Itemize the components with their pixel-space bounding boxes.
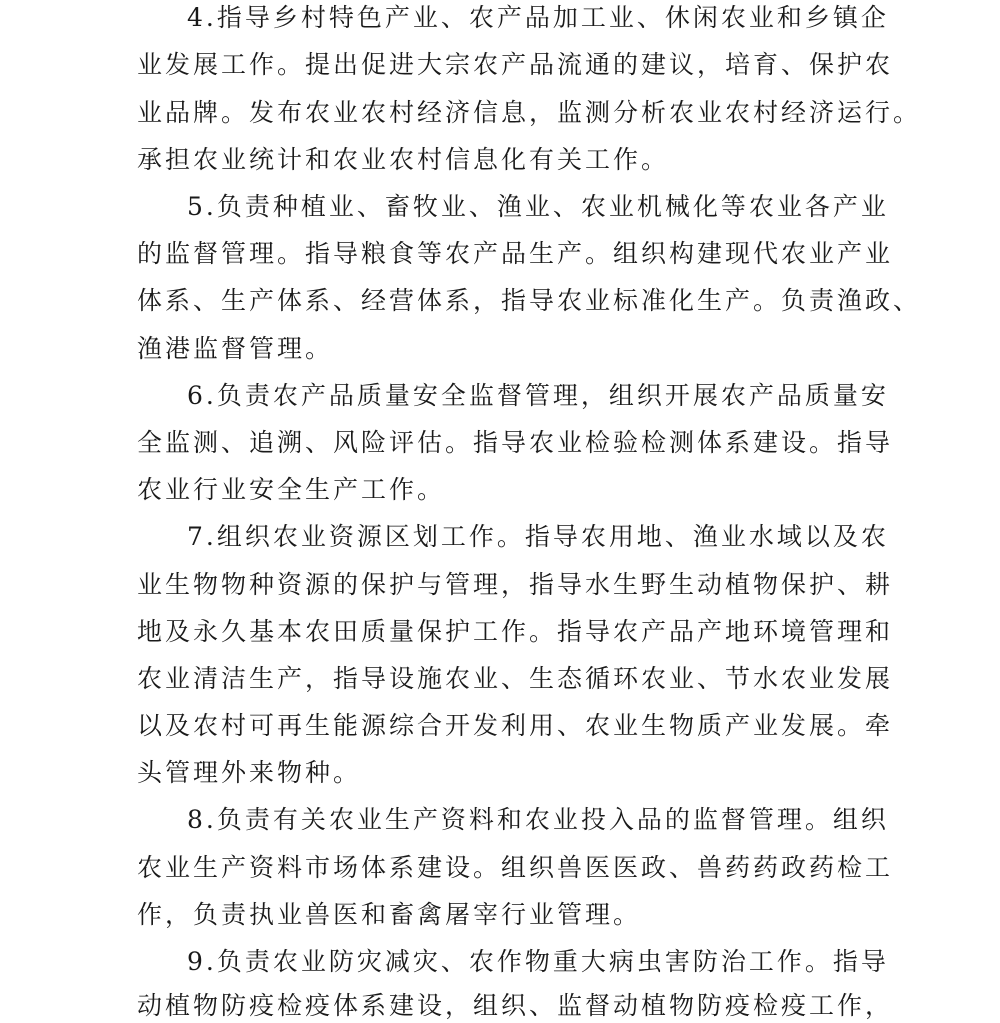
text-line: 业生物物种资源的保护与管理，指导水生野生动植物保护、耕 [137,570,894,599]
text-line: 作，负责执业兽医和畜禽屠宰行业管理。 [137,900,642,929]
text-line-item-7-start: 7.组织农业资源区划工作。指导农用地、渔业水域以及农 [187,522,889,551]
text-line: 农业清洁生产，指导设施农业、生态循环农业、节水农业发展 [137,664,894,693]
text-line: 体系、生产体系、经营体系，指导农业标准化生产。负责渔政、 [137,286,922,315]
text-line: 农业行业安全生产工作。 [137,475,446,504]
text-line: 头管理外来物种。 [137,758,362,787]
text-line-item-5-start: 5.负责种植业、畜牧业、渔业、农业机械化等农业各产业 [187,192,889,221]
text-line: 农业生产资料市场体系建设。组织兽医医政、兽药药政药检工 [137,853,894,882]
text-line: 地及永久基本农田质量保护工作。指导农产品产地环境管理和 [137,617,894,646]
text-line: 业品牌。发布农业农村经济信息，监测分析农业农村经济运行。 [137,98,922,127]
text-line: 的监督管理。指导粮食等农产品生产。组织构建现代农业产业 [137,239,894,268]
text-line: 承担农业统计和农业农村信息化有关工作。 [137,145,670,174]
text-line-item-6-start: 6.负责农产品质量安全监督管理，组织开展农产品质量安 [187,381,889,410]
text-line-item-8-start: 8.负责有关农业生产资料和农业投入品的监督管理。组织 [187,805,889,834]
text-line-item-4-start: 4.指导乡村特色产业、农产品加工业、休闲农业和乡镇企 [187,3,889,32]
text-line: 渔港监督管理。 [137,334,334,363]
text-line: 动植物防疫检疫体系建设，组织、监督动植物防疫检疫工作， [137,991,894,1020]
text-line: 业发展工作。提出促进大宗农产品流通的建议，培育、保护农 [137,50,894,79]
text-line: 以及农村可再生能源综合开发利用、农业生物质产业发展。牵 [137,711,894,740]
text-line-item-9-start: 9.负责农业防灾减灾、农作物重大病虫害防治工作。指导 [187,947,889,976]
text-line: 全监测、追溯、风险评估。指导农业检验检测体系建设。指导 [137,428,894,457]
